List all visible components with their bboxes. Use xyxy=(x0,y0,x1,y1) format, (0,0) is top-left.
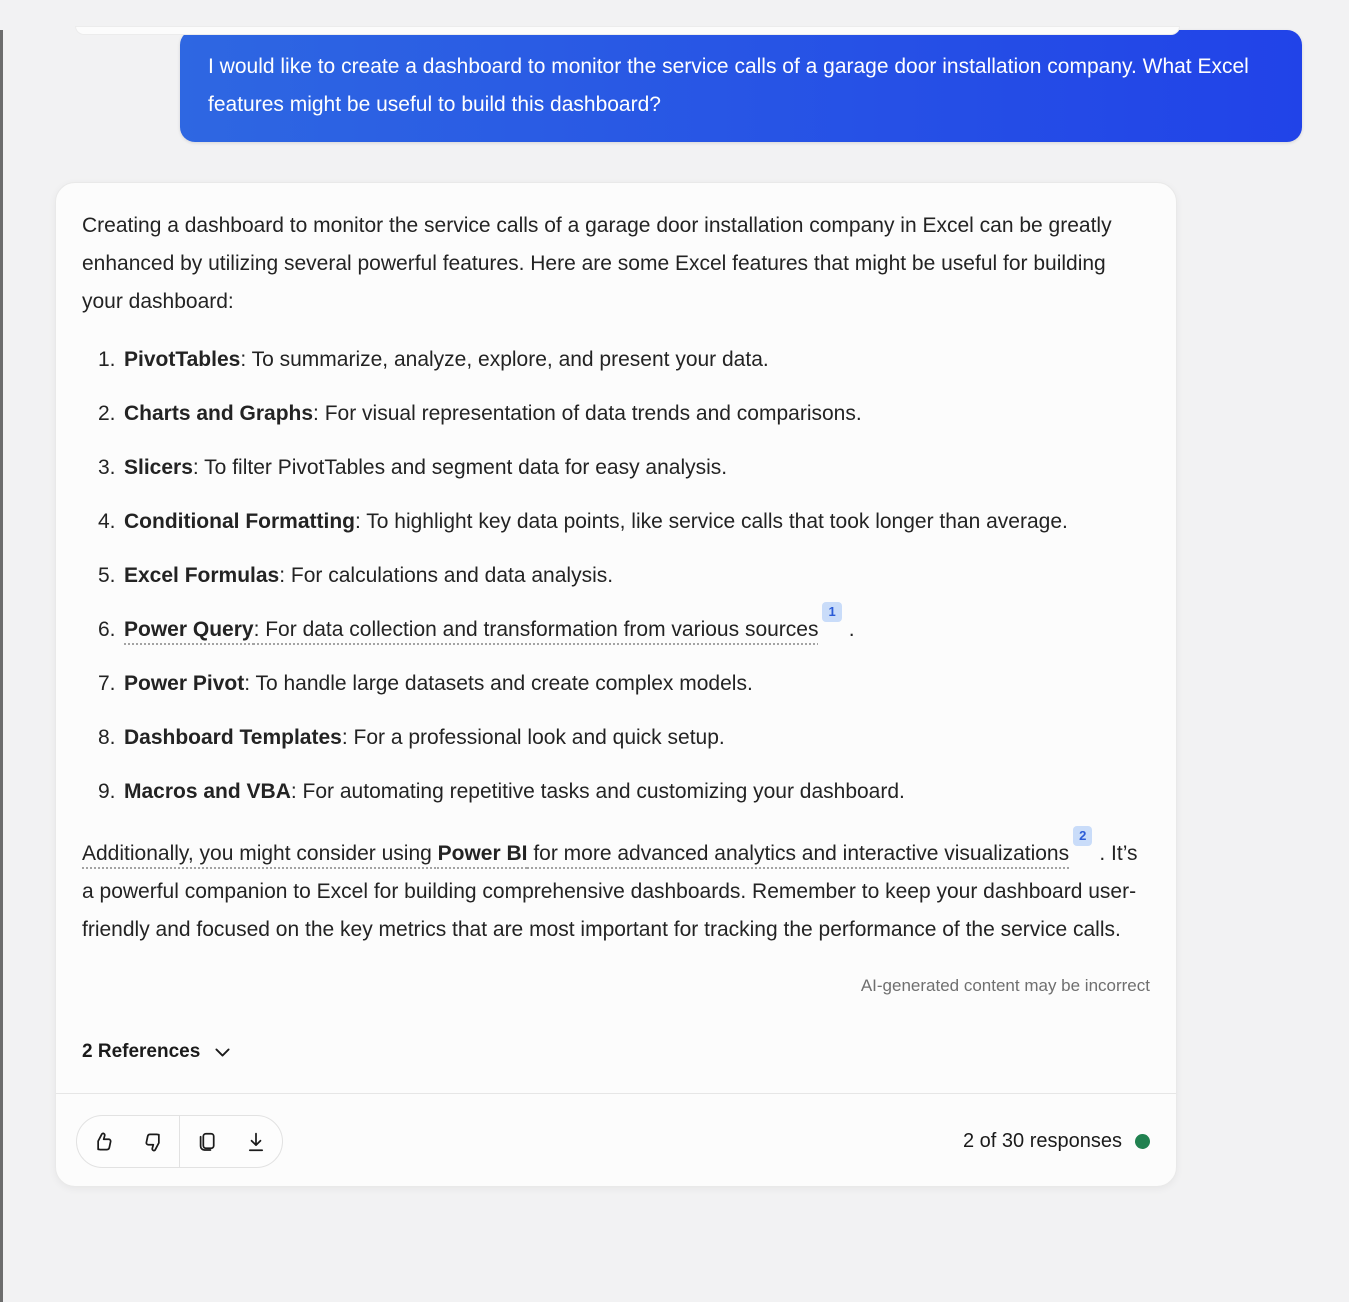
list-item-desc: : For automating repetitive tasks and customizing your dashboard. xyxy=(290,780,905,803)
closing-bold: Power BI xyxy=(437,842,528,865)
cited-text[interactable] xyxy=(82,842,1069,865)
response-content xyxy=(56,183,1176,1071)
list-item-cited xyxy=(94,604,1150,649)
list-item-label: Charts and Graphs xyxy=(124,402,314,425)
list-item-desc: : To summarize, analyze, explore, and present your data. xyxy=(240,348,769,371)
thumbs-up-button[interactable] xyxy=(79,1116,128,1167)
list-item-label: Slicers xyxy=(124,456,193,479)
closing-rest: . It’s a powerful companion to Excel for building comprehensive dashboards. Remember to keep your dashboard user-friendly and focused on the key metrics that are most important for tracking the performance of the service calls. xyxy=(82,842,1138,941)
citation-badge-2[interactable]: 2 xyxy=(1073,826,1092,846)
list-item-number: 2. xyxy=(98,402,116,425)
list-item-text xyxy=(124,449,1150,487)
list-item-text xyxy=(124,341,1150,379)
list-item-label: Conditional Formatting xyxy=(124,510,355,533)
list-item-label: PivotTables xyxy=(124,348,241,371)
list-item-number: 9. xyxy=(98,780,116,803)
list-item-number: 3. xyxy=(98,456,116,479)
previous-card-edge xyxy=(75,26,1180,35)
chevron-down-icon xyxy=(212,1042,233,1063)
left-window-border xyxy=(0,30,3,1302)
closing-paragraph xyxy=(82,828,1150,949)
assistant-response-card xyxy=(55,182,1177,1187)
feedback-group xyxy=(77,1116,179,1167)
list-item-text xyxy=(124,665,1150,703)
thumbs-down-icon xyxy=(140,1129,166,1155)
list-item xyxy=(94,341,1150,379)
list-item-desc: : For calculations and data analysis. xyxy=(279,564,614,587)
list-item xyxy=(94,773,1150,811)
list-item-label: Dashboard Templates xyxy=(124,726,342,749)
list-item-number: 6. xyxy=(98,618,116,641)
list-item xyxy=(94,665,1150,703)
feature-list xyxy=(94,341,1150,811)
list-item-desc: : For data collection and transformation from various sources xyxy=(253,618,819,641)
response-count-label: 2 of 30 responses xyxy=(963,1130,1122,1152)
list-item-number: 4. xyxy=(98,510,116,533)
copy-button[interactable] xyxy=(182,1116,231,1167)
ai-disclaimer: AI-generated content may be incorrect xyxy=(860,976,1150,995)
thumbs-up-icon xyxy=(91,1129,117,1155)
user-message-text: I would like to create a dashboard to monitor the service calls of a garage door installation company. What Excel features might be useful to build this dashboard? xyxy=(208,55,1249,116)
list-item xyxy=(94,449,1150,487)
list-item-label: Power Query xyxy=(124,618,254,641)
list-item-text xyxy=(124,557,1150,595)
list-item-text xyxy=(124,719,1150,757)
list-item-number: 5. xyxy=(98,564,116,587)
references-toggle[interactable] xyxy=(82,1033,233,1071)
list-item-text xyxy=(124,503,1150,541)
list-item-desc: : For a professional look and quick setup. xyxy=(341,726,725,749)
list-item-desc: : To highlight key data points, like service calls that took longer than average. xyxy=(354,510,1068,533)
export-group xyxy=(180,1116,282,1167)
list-item-label: Power Pivot xyxy=(124,672,245,695)
closing-lead: Additionally, you might consider using xyxy=(82,842,438,865)
response-status xyxy=(963,1130,1150,1153)
list-item-number: 7. xyxy=(98,672,116,695)
list-item xyxy=(94,719,1150,757)
thumbs-down-button[interactable] xyxy=(128,1116,177,1167)
download-icon xyxy=(243,1129,269,1155)
list-item-label: Macros and VBA xyxy=(124,780,291,803)
list-item-desc: : To handle large datasets and create complex models. xyxy=(244,672,753,695)
list-item-after: . xyxy=(848,618,855,641)
closing-underlined: for more advanced analytics and interactive visualizations xyxy=(527,842,1070,865)
list-item-number: 8. xyxy=(98,726,116,749)
list-item-desc: : To filter PivotTables and segment data for easy analysis. xyxy=(192,456,728,479)
response-footer xyxy=(56,1094,1176,1186)
list-item-text xyxy=(124,604,1150,649)
list-item-label: Excel Formulas xyxy=(124,564,280,587)
response-intro: Creating a dashboard to monitor the service calls of a garage door installation company in Excel can be greatly enhanced by utilizing several powerful features. Here are some Excel features that might be useful for building your dashboard: xyxy=(82,214,1112,313)
list-item-text xyxy=(124,395,1150,433)
list-item xyxy=(94,557,1150,595)
list-item-text xyxy=(124,773,1150,811)
list-item-number: 1. xyxy=(98,348,116,371)
cited-text[interactable] xyxy=(124,618,818,641)
status-dot-icon xyxy=(1135,1134,1150,1149)
list-item-desc: : For visual representation of data trends and comparisons. xyxy=(313,402,862,425)
download-button[interactable] xyxy=(231,1116,280,1167)
list-item xyxy=(94,395,1150,433)
citation-badge-1[interactable]: 1 xyxy=(822,602,841,622)
references-label: 2 References xyxy=(82,1041,201,1062)
list-item xyxy=(94,503,1150,541)
user-message-bubble xyxy=(180,30,1302,142)
copy-icon xyxy=(194,1129,220,1155)
action-toolbar xyxy=(76,1115,283,1168)
